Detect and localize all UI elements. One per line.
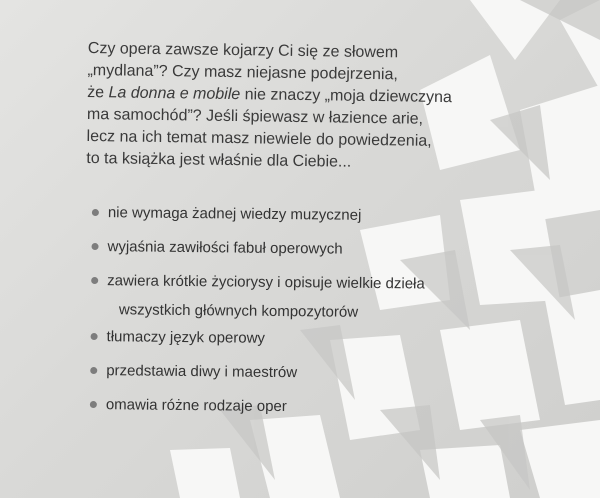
blurb-line: nie znaczy „moja dziewczyna: [240, 86, 452, 107]
bullet-icon: [91, 243, 98, 250]
blurb-line: to ta książka jest właśnie dla Ciebie...: [86, 149, 352, 171]
feature-text: omawia różne rodzaje oper: [105, 396, 287, 416]
feature-item: [90, 394, 490, 419]
feature-text: przedstawia diwy i maestrów: [106, 362, 298, 382]
feature-item: [92, 202, 492, 227]
feature-text: zawiera krótkie życiorysy i opisuje wielkie dzieła: [107, 272, 425, 293]
feature-text: nie wymaga żadnej wiedzy muzycznej: [107, 204, 362, 224]
bullet-icon: [90, 367, 97, 374]
blurb-line: ma samochód”? Jeśli śpiewasz w łazience arie,: [86, 105, 424, 128]
bullet-icon: [90, 401, 97, 408]
blurb-line: lecz na ich temat masz niewiele do powiedzenia,: [86, 127, 432, 150]
feature-text: wyjaśnia zawiłości fabuł operowych: [107, 238, 343, 258]
bullet-icon: [91, 333, 98, 340]
aria-title: La donna e mobile: [108, 84, 241, 104]
bullet-icon: [92, 209, 99, 216]
feature-item: [90, 360, 490, 385]
feature-text: tłumaczy język operowy: [106, 328, 266, 347]
feature-list: [90, 202, 492, 419]
blurb-paragraph: [86, 38, 508, 176]
blurb-line: „mydlana”? Czy masz niejasne podejrzenia,: [87, 61, 399, 84]
blurb-line: że: [87, 83, 109, 102]
feature-item: [90, 326, 490, 351]
feature-item: [91, 236, 491, 261]
feature-text-continuation: wszystkich głównych kompozytorów: [118, 301, 359, 321]
feature-item: [91, 270, 492, 324]
bullet-icon: [91, 277, 98, 284]
blurb-line: Czy opera zawsze kojarzy Ci się ze słowem: [87, 39, 399, 62]
